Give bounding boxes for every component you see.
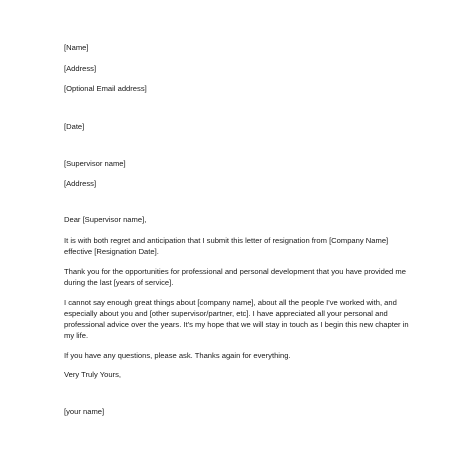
paragraph-questions [64, 350, 424, 361]
paragraph-resignation [64, 235, 424, 257]
sender-name: [Name] [64, 43, 89, 52]
letter-date: [Date] [64, 122, 85, 131]
paragraph-thanks [64, 266, 424, 288]
sender-address: [Address] [64, 64, 97, 73]
paragraph-line: during the last [years of service]. [64, 278, 174, 287]
paragraph-praise [64, 297, 424, 341]
salutation: Dear [Supervisor name], [64, 215, 147, 224]
signature: [your name] [64, 407, 105, 416]
paragraph-line: effective [Resignation Date]. [64, 247, 159, 256]
recipient-name: [Supervisor name] [64, 159, 126, 168]
paragraph-line: professional advice over the years. It's my hope that we will stay in touch as I begin this new chapter in [64, 320, 409, 329]
paragraph-line: I cannot say enough great things about [company name], about all the people I've worked with, and [64, 298, 397, 307]
paragraph-line: Thank you for the opportunities for professional and personal development that you have provided me [64, 267, 406, 276]
paragraph-line: my life. [64, 331, 89, 340]
paragraph-line: If you have any questions, please ask. Thanks again for everything. [64, 351, 291, 360]
closing: Very Truly Yours, [64, 370, 121, 379]
paragraph-line: It is with both regret and anticipation that I submit this letter of resignation from [Company Name] [64, 236, 389, 245]
sender-email: [Optional Email address] [64, 84, 147, 93]
paragraph-line: especially about you and [other supervisor/partner, etc]. I have appreciated all your personal and [64, 309, 388, 318]
recipient-address: [Address] [64, 179, 97, 188]
